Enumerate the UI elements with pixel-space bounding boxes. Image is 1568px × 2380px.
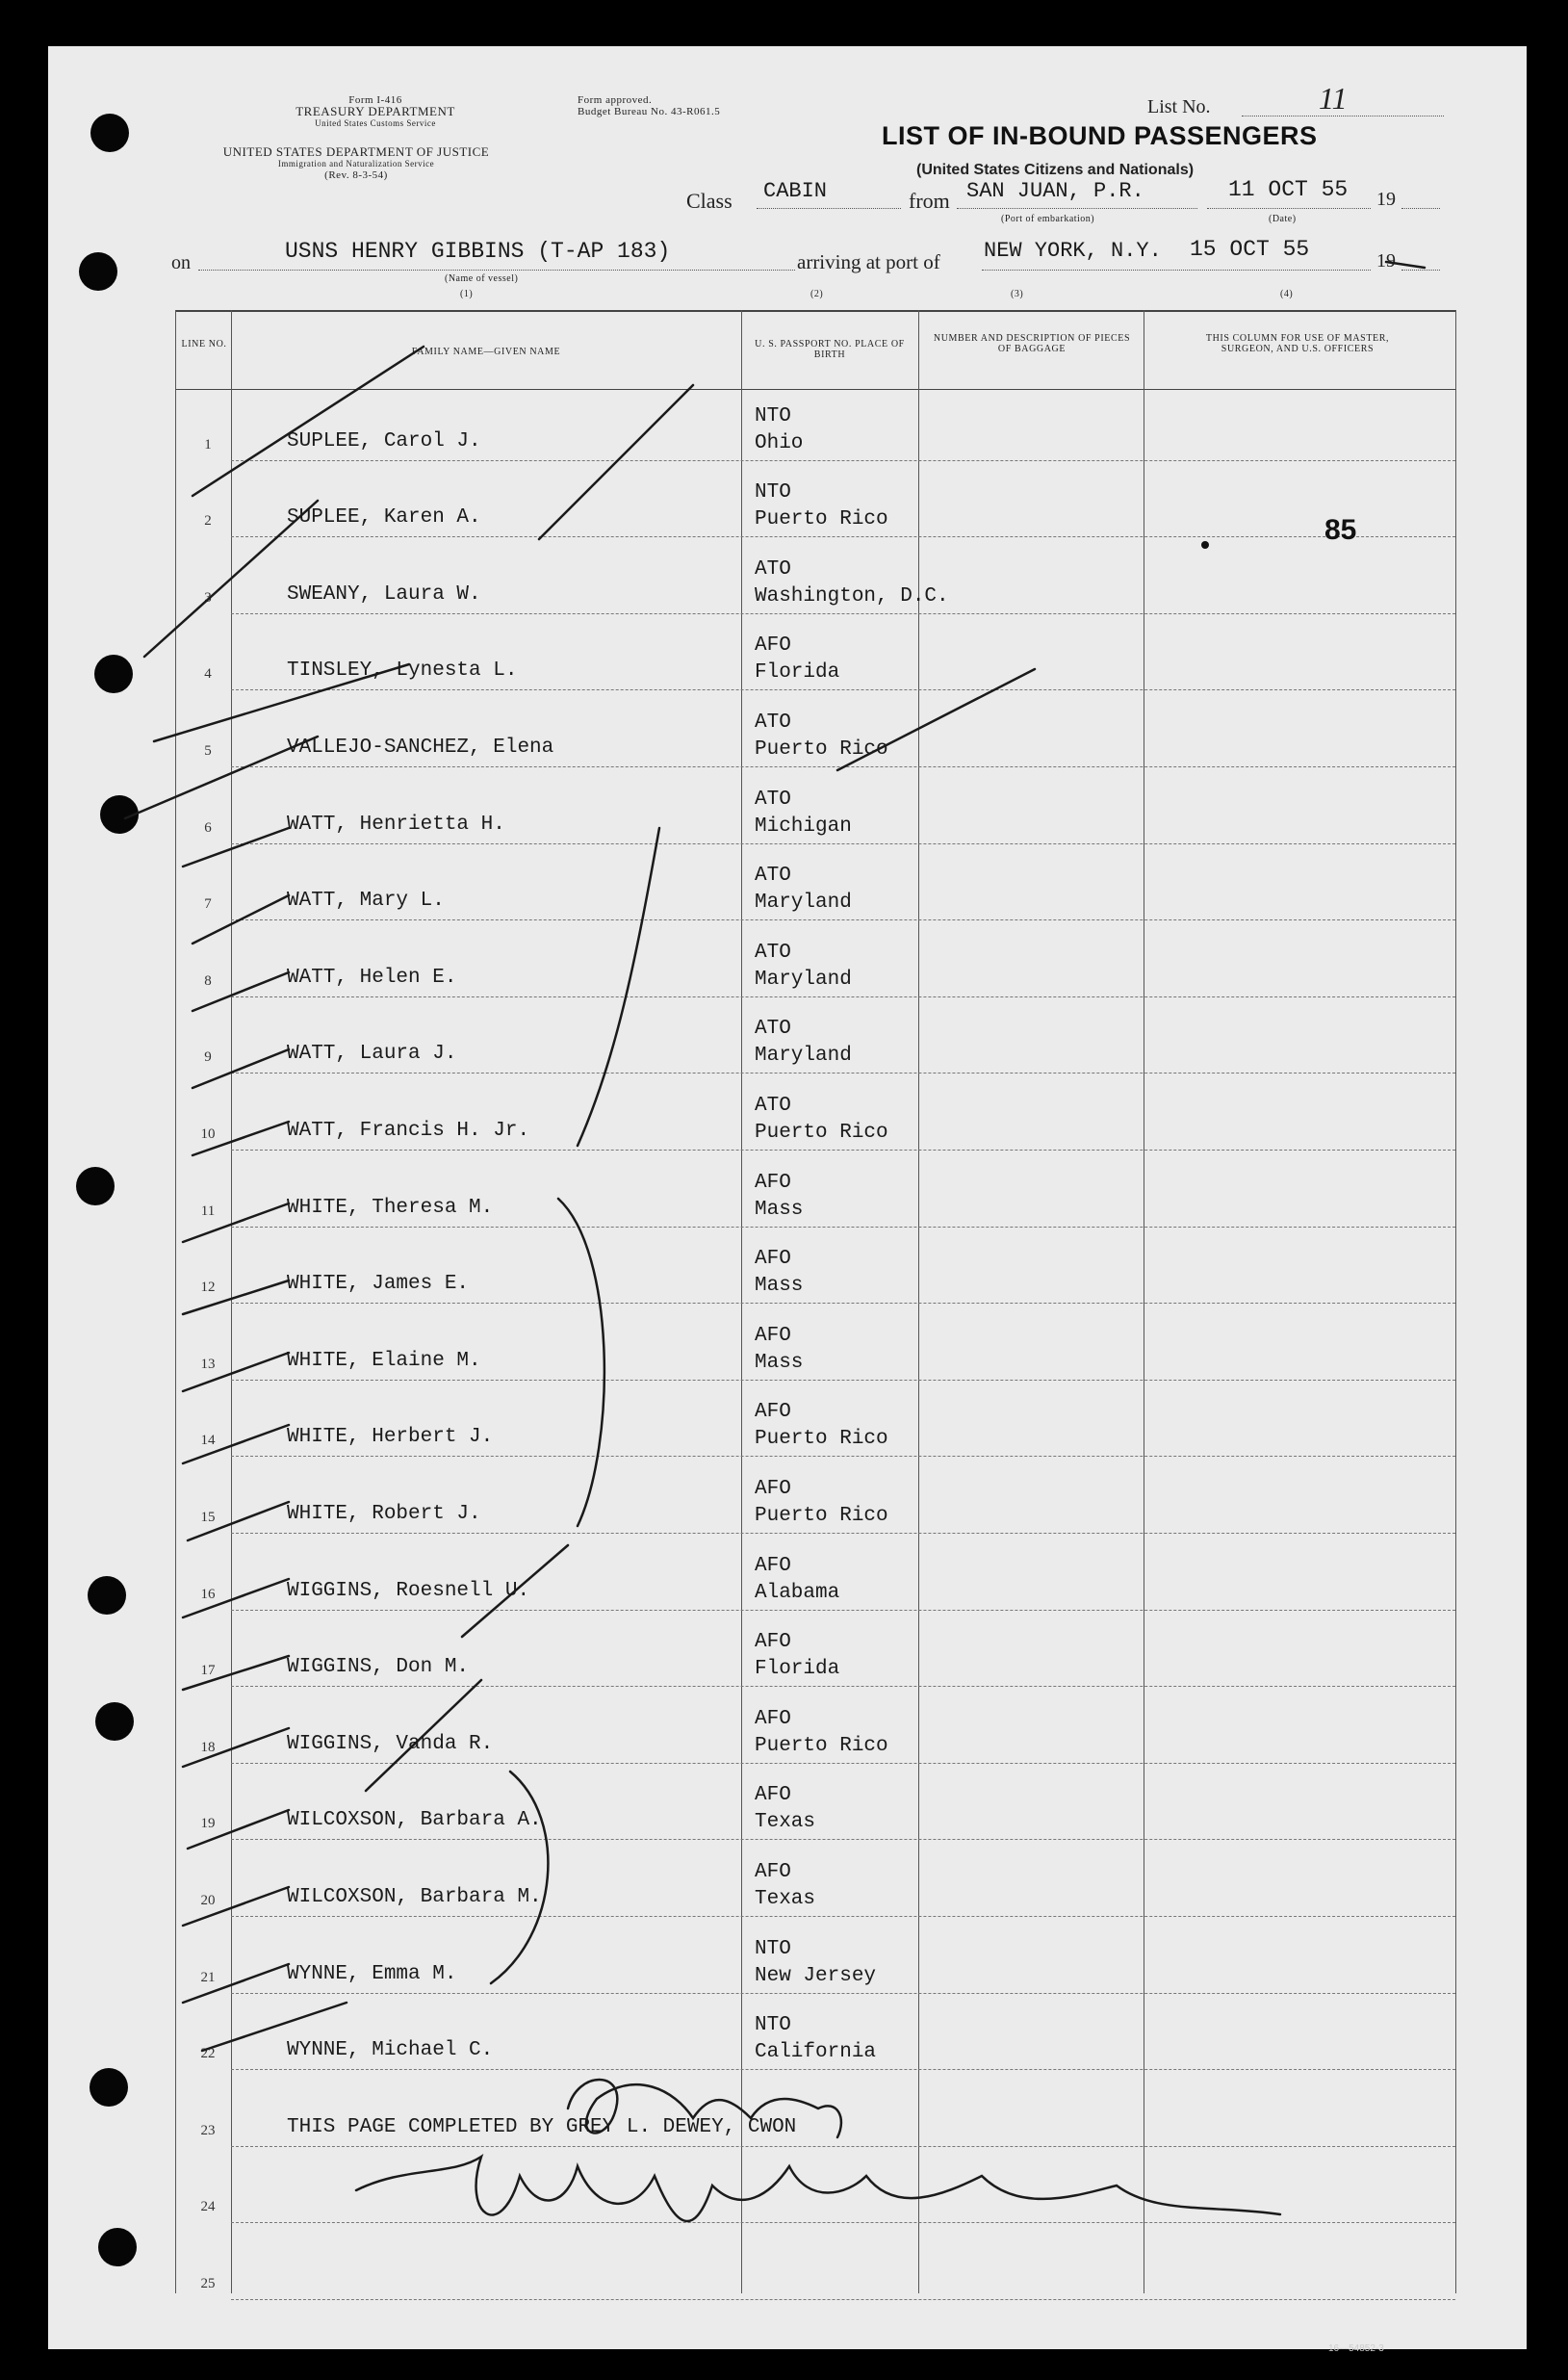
place-of-birth: Puerto Rico bbox=[755, 1428, 888, 1451]
passport-code: AFO bbox=[755, 1631, 791, 1654]
place-of-birth: Mass bbox=[755, 1275, 804, 1298]
place-of-birth: New Jersey bbox=[755, 1964, 877, 1987]
passport-code: NTO bbox=[755, 1937, 791, 1960]
check-mark bbox=[183, 1964, 289, 2003]
departure-date: 11 OCT 55 bbox=[1228, 177, 1349, 202]
line-number: 2 bbox=[204, 513, 212, 530]
from-caption: (Port of embarkation) bbox=[1001, 214, 1095, 224]
page-title: LIST OF IN-BOUND PASSENGERS bbox=[882, 121, 1318, 150]
passenger-name: VALLEJO-SANCHEZ, Elena bbox=[287, 737, 554, 759]
check-mark bbox=[183, 1579, 289, 1617]
dept-justice: UNITED STATES DEPARTMENT OF JUSTICE bbox=[222, 144, 490, 159]
passport-code: AFO bbox=[755, 1171, 791, 1194]
passport-code: NTO bbox=[755, 481, 791, 504]
passenger-name: WYNNE, Michael C. bbox=[287, 2039, 494, 2062]
place-of-birth: Florida bbox=[755, 1658, 840, 1681]
line-number: 11 bbox=[200, 1203, 216, 1219]
arrival-port: NEW YORK, N.Y. bbox=[984, 239, 1162, 263]
line-number: 13 bbox=[200, 1356, 216, 1372]
check-mark bbox=[539, 385, 693, 539]
line-number: 5 bbox=[204, 743, 212, 759]
line-number: 10 bbox=[200, 1126, 216, 1142]
dept-treasury: TREASURY DEPARTMENT bbox=[296, 104, 455, 118]
vessel-caption: (Name of vessel) bbox=[445, 273, 519, 284]
check-mark bbox=[183, 1353, 289, 1391]
passport-code: NTO bbox=[755, 2014, 791, 2037]
passport-code: AFO bbox=[755, 1324, 791, 1347]
line-number: 3 bbox=[204, 589, 212, 606]
col-num-4: (4) bbox=[1280, 289, 1294, 299]
line-number: 24 bbox=[200, 2199, 216, 2215]
header-line-no: LINE NO. bbox=[181, 339, 227, 349]
header-name: FAMILY NAME—GIVEN NAME bbox=[411, 347, 561, 357]
check-mark bbox=[188, 1810, 289, 1849]
print-code: 16—54852-3 bbox=[1328, 2343, 1384, 2354]
place-of-birth: Washington, D.C. bbox=[755, 584, 949, 608]
check-mark bbox=[183, 1425, 289, 1463]
col-num-2: (2) bbox=[810, 289, 824, 299]
line-number: 15 bbox=[200, 1510, 216, 1525]
check-mark bbox=[193, 972, 289, 1011]
dept-treasury-sub: United States Customs Service bbox=[315, 118, 436, 128]
line-number: 17 bbox=[200, 1663, 216, 1679]
line-number: 23 bbox=[200, 2122, 216, 2138]
passport-code: AFO bbox=[755, 1554, 791, 1577]
place-of-birth: Ohio bbox=[755, 431, 804, 454]
passenger-name: WIGGINS, Vanda R. bbox=[287, 1732, 494, 1755]
passenger-name: WYNNE, Emma M. bbox=[287, 1962, 457, 1985]
from-label: from bbox=[909, 189, 950, 213]
bracket-mark bbox=[491, 1772, 548, 1983]
line-number: 16 bbox=[200, 1586, 216, 1602]
place-of-birth: Maryland bbox=[755, 968, 852, 991]
passenger-name: WHITE, Robert J. bbox=[287, 1503, 481, 1525]
passport-code: ATO bbox=[755, 711, 791, 734]
line-number: 22 bbox=[200, 2046, 216, 2062]
line-number: 14 bbox=[200, 1433, 216, 1449]
passenger-name: SWEANY, Laura W. bbox=[287, 582, 481, 606]
passport-code: ATO bbox=[755, 1095, 791, 1117]
line-number: 12 bbox=[200, 1280, 216, 1296]
arrival-date: 15 OCT 55 bbox=[1190, 237, 1310, 262]
passport-code: AFO bbox=[755, 1784, 791, 1807]
handwritten-signature bbox=[568, 2080, 841, 2137]
check-mark bbox=[183, 1728, 289, 1767]
passenger-name: SUPLEE, Carol J. bbox=[287, 429, 481, 453]
col-num-1: (1) bbox=[460, 289, 474, 299]
check-mark bbox=[202, 2003, 347, 2051]
place-of-birth: Texas bbox=[755, 1888, 816, 1910]
check-mark bbox=[193, 1122, 289, 1155]
place-of-birth: Puerto Rico bbox=[755, 1505, 888, 1527]
bracket-mark bbox=[578, 828, 659, 1146]
line-number: 6 bbox=[204, 819, 212, 836]
passenger-name: WATT, Henrietta H. bbox=[287, 813, 505, 836]
passenger-name: WIGGINS, Don M. bbox=[287, 1656, 470, 1679]
dept-justice-sub: Immigration and Naturalization Service bbox=[277, 159, 435, 168]
handwritten-signature bbox=[356, 2157, 1280, 2221]
page-subtitle: (United States Citizens and Nationals) bbox=[916, 162, 1195, 178]
place-of-birth: Puerto Rico bbox=[755, 1734, 888, 1757]
line-number: 19 bbox=[200, 1816, 216, 1832]
check-mark bbox=[462, 1545, 568, 1637]
line-number: 20 bbox=[200, 1893, 216, 1908]
check-mark bbox=[125, 737, 318, 818]
class-value: CABIN bbox=[763, 179, 828, 203]
year-prefix-2: 19 bbox=[1376, 250, 1396, 272]
passport-code: ATO bbox=[755, 557, 791, 581]
date-caption: (Date) bbox=[1269, 214, 1297, 224]
class-label: Class bbox=[686, 189, 733, 213]
line-number: 7 bbox=[204, 896, 212, 913]
place-of-birth: California bbox=[755, 2041, 877, 2064]
passenger-name: WATT, Laura J. bbox=[287, 1043, 457, 1066]
passenger-name: WATT, Mary L. bbox=[287, 890, 445, 913]
passport-code: AFO bbox=[755, 1248, 791, 1271]
place-of-birth: Puerto Rico bbox=[755, 1122, 888, 1144]
passport-code: AFO bbox=[755, 1707, 791, 1730]
check-mark bbox=[837, 669, 1035, 770]
place-of-birth: Florida bbox=[755, 661, 840, 685]
check-mark bbox=[183, 1203, 289, 1242]
from-value: SAN JUAN, P.R. bbox=[966, 179, 1144, 203]
check-mark bbox=[183, 1887, 289, 1926]
line-number: 4 bbox=[204, 666, 212, 683]
line-number: 8 bbox=[204, 972, 212, 989]
check-mark bbox=[154, 664, 409, 741]
budget-bureau: Budget Bureau No. 43-R061.5 bbox=[578, 106, 721, 117]
passenger-name: WILCOXSON, Barbara M. bbox=[287, 1886, 542, 1908]
passenger-name: WHITE, James E. bbox=[287, 1273, 470, 1296]
header-officers: THIS COLUMN FOR USE OF MASTER, SURGEON, AND U.S. OFFICERS bbox=[1205, 333, 1390, 354]
col-num-3: (3) bbox=[1011, 289, 1024, 299]
header-passport: U. S. PASSPORT NO. PLACE OF BIRTH bbox=[755, 339, 905, 360]
passport-code: AFO bbox=[755, 1401, 791, 1424]
passenger-name: THIS PAGE COMPLETED BY GREY L. DEWEY, CWON bbox=[287, 2115, 797, 2138]
on-label: on bbox=[171, 252, 191, 273]
place-of-birth: Michigan bbox=[755, 815, 852, 838]
list-no-label: List No. bbox=[1147, 96, 1211, 117]
passenger-name: WIGGINS, Roesnell U. bbox=[287, 1579, 530, 1602]
check-mark bbox=[366, 1680, 481, 1791]
passenger-name: WATT, Francis H. Jr. bbox=[287, 1120, 530, 1142]
form-approved: Form approved. bbox=[578, 94, 653, 106]
place-of-birth: Puerto Rico bbox=[755, 508, 888, 531]
place-of-birth: Maryland bbox=[755, 1045, 852, 1068]
form-number: Form I-416 bbox=[348, 94, 402, 106]
check-mark bbox=[183, 1656, 289, 1690]
place-of-birth: Puerto Rico bbox=[755, 738, 888, 761]
line-number: 25 bbox=[200, 2276, 216, 2291]
check-mark bbox=[183, 828, 289, 867]
passenger-name: TINSLEY, Lynesta L. bbox=[287, 660, 518, 683]
officer-annotation-85: 85 bbox=[1324, 514, 1357, 546]
passport-code: AFO bbox=[755, 1478, 791, 1500]
line-number: 1 bbox=[204, 436, 212, 453]
passenger-name: WHITE, Herbert J. bbox=[287, 1426, 494, 1449]
place-of-birth: Alabama bbox=[755, 1581, 840, 1604]
place-of-birth: Texas bbox=[755, 1811, 816, 1834]
passport-code: ATO bbox=[755, 941, 791, 964]
bracket-mark bbox=[558, 1199, 604, 1526]
passport-code: ATO bbox=[755, 865, 791, 888]
passenger-name: WILCOXSON, Barbara A. bbox=[287, 1809, 542, 1832]
revision-date: (Rev. 8-3-54) bbox=[324, 169, 388, 181]
passport-code: ATO bbox=[755, 1018, 791, 1041]
check-mark bbox=[183, 1281, 289, 1314]
check-mark bbox=[193, 895, 289, 944]
check-mark bbox=[144, 501, 318, 657]
list-no-value: 11 bbox=[1319, 81, 1348, 116]
vessel-name: USNS HENRY GIBBINS (T-AP 183) bbox=[285, 239, 671, 264]
line-number: 9 bbox=[204, 1049, 212, 1066]
line-number: 21 bbox=[200, 1969, 216, 1985]
passenger-name: WHITE, Elaine M. bbox=[287, 1349, 481, 1372]
place-of-birth: Mass bbox=[755, 1351, 804, 1374]
header-baggage: NUMBER AND DESCRIPTION OF PIECES OF BAGGAGE bbox=[933, 333, 1131, 354]
passport-code: AFO bbox=[755, 1861, 791, 1883]
place-of-birth: Mass bbox=[755, 1198, 804, 1221]
passenger-name: SUPLEE, Karen A. bbox=[287, 506, 481, 530]
year-prefix: 19 bbox=[1376, 189, 1396, 210]
arriving-label: arriving at port of bbox=[797, 250, 940, 273]
passport-code: AFO bbox=[755, 634, 791, 658]
passenger-name: WHITE, Theresa M. bbox=[287, 1196, 494, 1219]
passport-code: ATO bbox=[755, 788, 791, 811]
check-mark bbox=[193, 347, 424, 496]
check-mark bbox=[188, 1502, 289, 1540]
pen-mark bbox=[1386, 262, 1425, 268]
place-of-birth: Maryland bbox=[755, 892, 852, 915]
line-number: 18 bbox=[200, 1739, 216, 1755]
passenger-name: WATT, Helen E. bbox=[287, 966, 457, 989]
check-mark bbox=[193, 1049, 289, 1088]
passport-code: NTO bbox=[755, 404, 791, 427]
